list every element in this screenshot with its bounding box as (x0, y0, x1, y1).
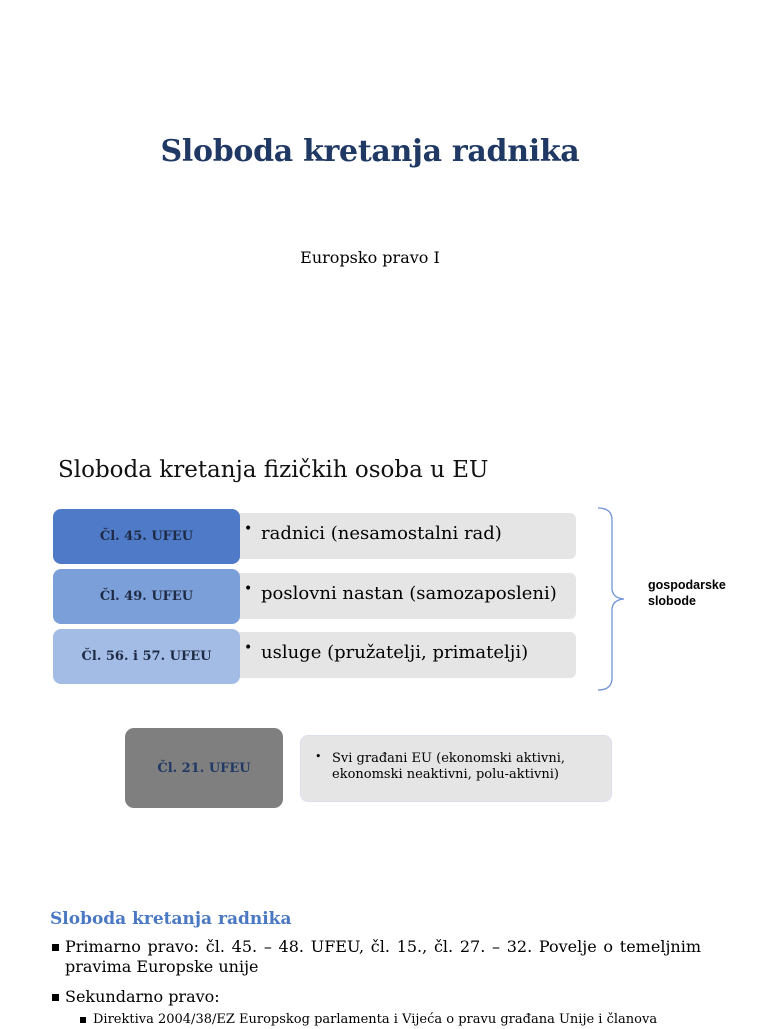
freedom-row-bar (232, 513, 576, 559)
citizens-article-box: Čl. 21. UFEU (125, 728, 283, 808)
article-box: Čl. 45. UFEU (53, 509, 240, 564)
section-heading: Sloboda kretanja radnika (50, 909, 292, 929)
square-bullet-icon (52, 944, 59, 951)
citizens-text: Svi građani EU (ekonomski aktivni, ekonomski neaktivni, polu-aktivni) (332, 751, 565, 782)
bullet-icon: • (244, 521, 253, 537)
square-bullet-icon (52, 994, 59, 1001)
article-box: Čl. 56. i 57. UFEU (53, 629, 240, 684)
brace-label-line: slobode (648, 594, 696, 608)
document-subtitle: Europsko pravo I (300, 248, 440, 267)
sub-list-item (78, 1011, 701, 1029)
slide-heading: Sloboda kretanja fizičkih osoba u EU (58, 457, 489, 483)
freedom-row-text: usluge (pružatelji, primatelji) (261, 642, 529, 663)
list-item-text: Sekundarno pravo: (65, 987, 220, 1006)
citizens-bar (300, 735, 612, 802)
list-item-text: Primarno pravo: čl. 45. – 48. UFEU, čl. 15., čl. 27. – 32. Povelje o temeljnim pravima Europske unije (65, 937, 701, 976)
curly-brace-icon (596, 506, 626, 692)
freedom-row-bar (232, 573, 576, 619)
brace-label (648, 577, 726, 609)
bullet-icon: • (244, 640, 253, 656)
freedom-row-text: poslovni nastan (samozaposleni) (261, 583, 557, 604)
square-bullet-icon (80, 1017, 86, 1023)
bullet-icon: • (315, 750, 322, 763)
brace-label-line: gospodarske (648, 578, 726, 592)
article-box: Čl. 49. UFEU (53, 569, 240, 624)
list-item (50, 987, 701, 1007)
list-item (50, 937, 701, 977)
freedom-row-bar (232, 632, 576, 678)
document-title: Sloboda kretanja radnika (160, 134, 580, 169)
bullet-icon: • (244, 581, 253, 597)
freedom-row-text: radnici (nesamostalni rad) (261, 523, 502, 544)
sub-list-item-text: Direktiva 2004/38/EZ Europskog parlamenta i Vijeća o pravu građana Unije i članova (93, 1012, 658, 1027)
